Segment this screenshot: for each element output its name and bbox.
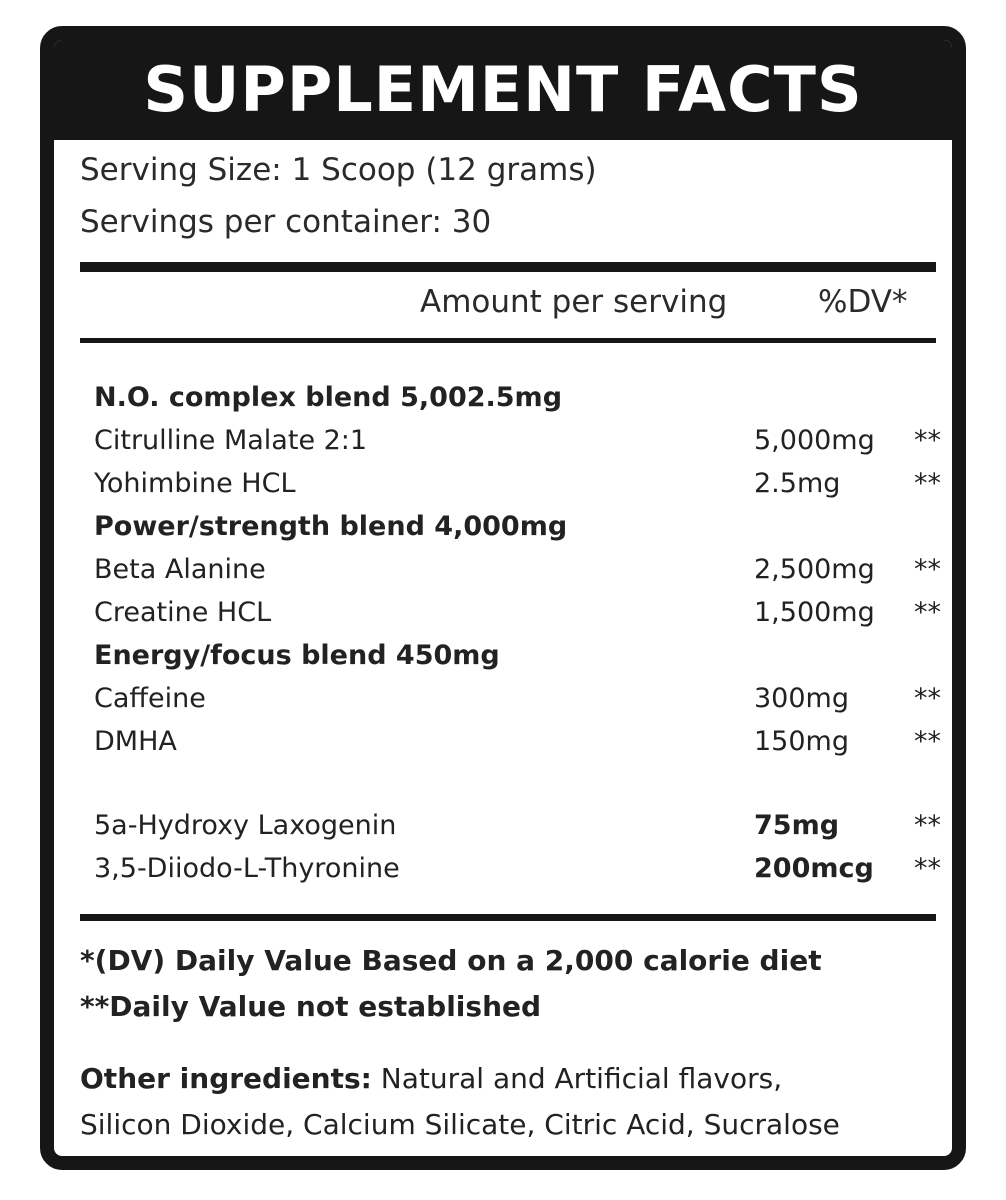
ingredient-name: DMHA [94, 726, 177, 757]
ingredient-name: Creatine HCL [94, 597, 272, 628]
ingredient-amount: 5,000mg [754, 425, 875, 456]
ingredient-dv: ** [914, 726, 941, 757]
supplement-facts-panel [40, 26, 966, 1170]
other-ingredients-label: Other ingredients: [80, 1062, 372, 1095]
ingredient-name: Power/strength blend 4,000mg [94, 511, 568, 542]
ingredient-name: N.O. complex blend 5,002.5mg [94, 382, 563, 413]
footnote-daily-value: *(DV) Daily Value Based on a 2,000 calorie diet [80, 944, 822, 977]
thick-divider-top [80, 262, 936, 272]
panel-title: SUPPLEMENT FACTS [54, 40, 952, 140]
ingredient-row [94, 378, 944, 418]
ingredient-amount: 150mg [754, 726, 849, 757]
ingredient-row [94, 421, 944, 461]
ingredient-dv: ** [914, 468, 941, 499]
ingredient-name: Energy/focus blend 450mg [94, 640, 500, 671]
ingredient-row [94, 464, 944, 504]
ingredient-row [94, 679, 944, 719]
ingredient-amount: 200mcg [754, 853, 874, 884]
ingredient-name: 5a-Hydroxy Laxogenin [94, 810, 397, 841]
ingredient-name: Beta Alanine [94, 554, 266, 585]
ingredient-dv: ** [914, 597, 941, 628]
ingredient-dv: ** [914, 683, 941, 714]
ingredient-dv: ** [914, 554, 941, 585]
ingredient-amount: 1,500mg [754, 597, 875, 628]
ingredient-name: Yohimbine HCL [94, 468, 296, 499]
ingredient-row [94, 550, 944, 590]
serving-size: Serving Size: 1 Scoop (12 grams) [80, 152, 597, 188]
footnote-not-established: **Daily Value not established [80, 990, 542, 1023]
ingredient-row [94, 806, 944, 846]
ingredient-row [94, 593, 944, 633]
ingredient-name: 3,5-Diiodo-L-Thyronine [94, 853, 400, 884]
dv-header: %DV* [818, 284, 908, 320]
ingredient-row [94, 722, 944, 762]
ingredient-row [94, 507, 944, 547]
ingredient-row [94, 849, 944, 889]
ingredient-dv: ** [914, 810, 941, 841]
amount-per-serving-header: Amount per serving [420, 284, 728, 320]
ingredient-amount: 2.5mg [754, 468, 841, 499]
footer-divider [80, 914, 936, 921]
header-divider [80, 338, 936, 343]
ingredient-name: Citrulline Malate 2:1 [94, 425, 368, 456]
other-ingredients-line2: Silicon Dioxide, Calcium Silicate, Citric Acid, Sucralose [80, 1108, 840, 1141]
ingredient-amount: 75mg [754, 810, 840, 841]
ingredient-name: Caffeine [94, 683, 206, 714]
other-ingredients-line1: Natural and Artificial flavors, [380, 1062, 783, 1095]
ingredient-amount: 2,500mg [754, 554, 875, 585]
ingredient-dv: ** [914, 853, 941, 884]
other-ingredients [80, 1056, 782, 1102]
ingredient-amount: 300mg [754, 683, 849, 714]
servings-per-container: Servings per container: 30 [80, 204, 492, 240]
ingredient-row [94, 636, 944, 676]
ingredient-dv: ** [914, 425, 941, 456]
